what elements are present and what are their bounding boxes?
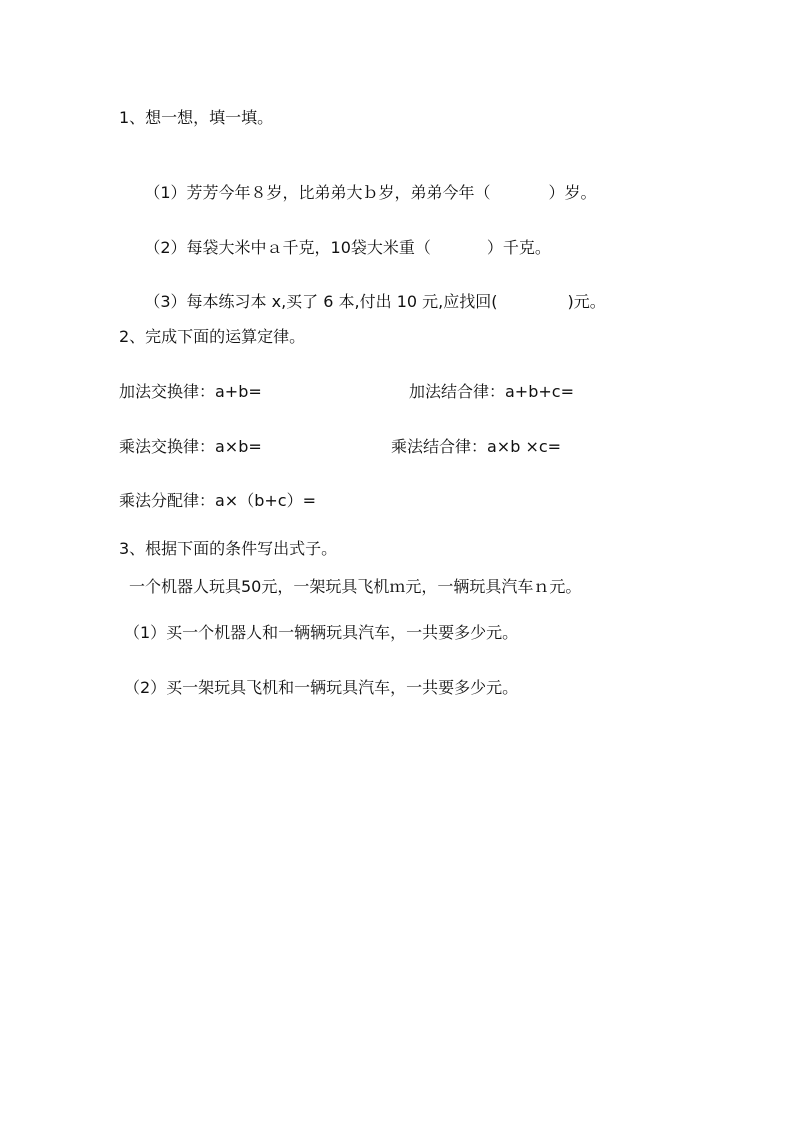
question-1-2-unit: ）千克。: [486, 238, 551, 257]
section2-heading: 2、完成下面的运算定律。: [119, 327, 306, 346]
law-addition-associative: 加法结合律：a+b+c=: [409, 382, 574, 401]
section1-heading: 1、想一想，填一填。: [119, 108, 274, 127]
question-1-2-text: （2）每袋大米中ａ千克，10袋大米重（: [144, 238, 431, 257]
question-1-2: [124, 218, 551, 257]
question-1-1-unit: ）岁。: [548, 183, 597, 202]
question-1-3-text: （3）每本练习本 x,买了 6 本,付出 10 元,应找回(: [144, 292, 498, 311]
question-1-1-text: （1）芳芳今年８岁，比弟弟大ｂ岁，弟弟今年（: [144, 183, 491, 202]
question-3-1: （1）买一个机器人和一辆辆玩具汽车，一共要多少元。: [124, 623, 519, 642]
question-1-1: [124, 163, 597, 202]
law-multiplication-distributive: 乘法分配律：a×（b+c）=: [119, 491, 316, 510]
law-multiplication-commutative: 乘法交换律：a×b=: [119, 437, 262, 456]
question-1-3-unit: )元。: [567, 292, 606, 311]
law-multiplication-associative: 乘法结合律：a×b ×c=: [391, 437, 562, 456]
question-1-3: [124, 272, 606, 311]
law-addition-commutative: 加法交换律：a+b=: [119, 382, 262, 401]
section3-heading: 3、根据下面的条件写出式子。: [119, 539, 338, 558]
question-3-2: （2）买一架玩具飞机和一辆玩具汽车，一共要多少元。: [124, 678, 519, 697]
section3-conditions: 一个机器人玩具50元，一架玩具飞机ｍ元，一辆玩具汽车ｎ元。: [129, 577, 582, 596]
